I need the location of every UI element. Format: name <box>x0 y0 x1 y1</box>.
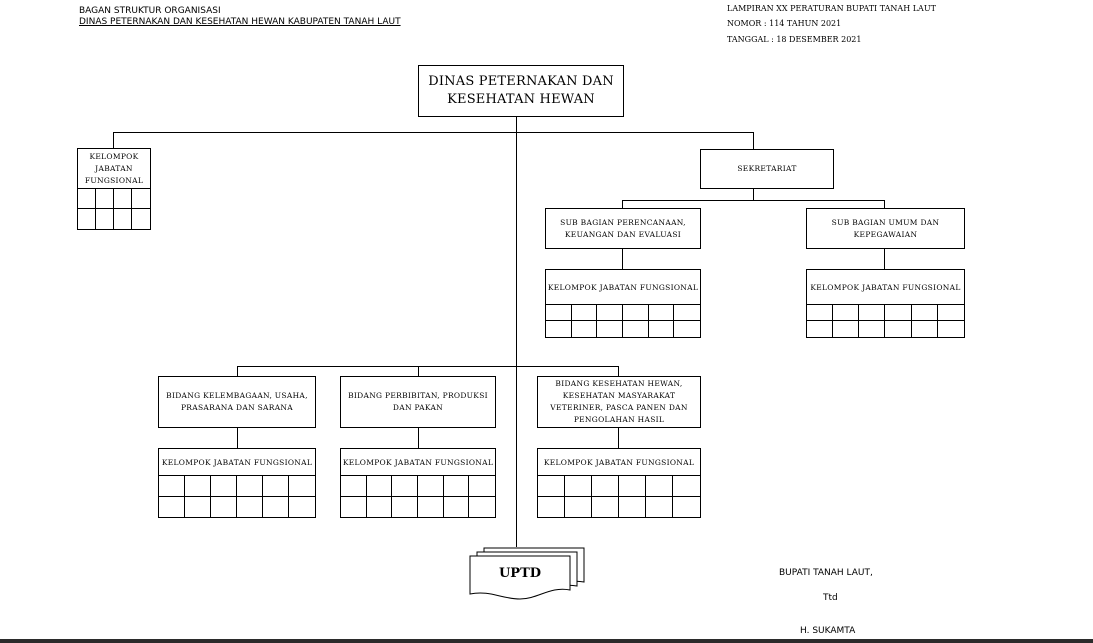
uptd-label: UPTD <box>498 566 542 581</box>
kjf-cell <box>597 305 623 321</box>
kjf-subbag-perencanaan-grid <box>545 269 701 338</box>
header-subtitle: DINAS PETERNAKAN DAN KESEHATAN HEWAN KABUPATEN TANAH LAUT <box>79 17 401 27</box>
kjf-cell <box>859 305 885 321</box>
bidang-kelembagaan-box <box>158 376 316 428</box>
kjf-cell <box>565 497 592 518</box>
kjf-cell <box>114 209 132 229</box>
subbag-umum-label: SUB BAGIAN UMUM DAN KEPEGAWAIAN <box>831 217 940 239</box>
kjf-cell <box>546 321 572 337</box>
signature-title: BUPATI TANAH LAUT, <box>779 568 873 578</box>
signature-ttd: Ttd <box>823 593 838 603</box>
subbag-perencanaan-label: SUB BAGIAN PERENCANAAN, KEUANGAN DAN EVALUASI <box>560 217 686 239</box>
kjf-label: KELOMPOK JABATAN FUNGSIONAL <box>159 449 315 476</box>
kjf-cell <box>392 476 418 497</box>
kjf-left-grid <box>77 148 151 230</box>
connector-bidang-3 <box>618 366 619 376</box>
kjf-cell <box>649 321 675 337</box>
subbag-umum-box <box>806 208 965 249</box>
connector-bidang-3-kjf <box>618 428 619 448</box>
connector-bidang-2 <box>418 366 419 376</box>
kjf-cell <box>572 305 598 321</box>
kjf-cell <box>649 305 675 321</box>
kjf-cell <box>392 497 418 518</box>
kjf-cell <box>341 497 367 518</box>
kjf-cell <box>885 305 911 321</box>
kjf-cell <box>469 476 495 497</box>
header-title: BAGAN STRUKTUR ORGANISASI <box>79 6 221 16</box>
kjf-cell <box>237 476 263 497</box>
kjf-cell <box>565 476 592 497</box>
sekretariat-box <box>700 149 834 189</box>
head-label: DINAS PETERNAKAN DAN KESEHATAN HEWAN <box>428 74 614 107</box>
kjf-cell <box>807 305 833 321</box>
uptd-box <box>468 546 588 602</box>
kjf-cell <box>418 476 444 497</box>
kjf-cell <box>78 189 96 209</box>
kjf-cell <box>185 497 211 518</box>
kjf-cell <box>912 305 938 321</box>
kjf-cell <box>885 321 911 337</box>
kjf-cell <box>289 497 315 518</box>
nomor-label: NOMOR : 114 TAHUN 2021 <box>727 19 842 28</box>
kjf-cell <box>444 497 470 518</box>
kjf-bidang-1-grid <box>158 448 316 518</box>
kjf-cell <box>833 321 859 337</box>
kjf-cell <box>211 497 237 518</box>
kjf-cell <box>674 321 700 337</box>
connector-bidang-1-kjf <box>237 428 238 448</box>
bidang-kelembagaan-label: BIDANG KELEMBAGAAN, USAHA, PRASARANA DAN SARANA <box>166 391 308 412</box>
kjf-cell <box>341 476 367 497</box>
kjf-cell <box>367 497 393 518</box>
bidang-perbibitan-label: BIDANG PERBIBITAN, PRODUKSI DAN PAKAN <box>348 391 488 412</box>
kjf-cell <box>646 497 673 518</box>
kjf-cell <box>78 209 96 229</box>
connector-top-horizontal <box>113 132 753 133</box>
connector-bidang-1 <box>237 366 238 376</box>
kjf-cell <box>673 476 700 497</box>
kjf-bidang-2-grid <box>340 448 496 518</box>
kjf-cell <box>673 497 700 518</box>
kjf-left-label: KELOMPOK JABATAN FUNGSIONAL <box>78 149 150 189</box>
kjf-cell <box>538 476 565 497</box>
kjf-cell <box>807 321 833 337</box>
kjf-cell <box>289 476 315 497</box>
kjf-cell <box>159 497 185 518</box>
connector-subbag-1-kjf <box>622 249 623 269</box>
subbag-perencanaan-box <box>545 208 701 249</box>
kjf-cell <box>619 497 646 518</box>
kjf-cell <box>367 476 393 497</box>
kjf-cell <box>96 189 114 209</box>
kjf-cell <box>623 321 649 337</box>
kjf-cell <box>572 321 598 337</box>
head-box <box>418 65 624 117</box>
kjf-cell <box>132 189 150 209</box>
kjf-cell <box>263 497 289 518</box>
connector-bidang-horizontal <box>237 366 619 367</box>
connector-kjf-left <box>113 132 114 149</box>
kjf-cell <box>912 321 938 337</box>
kjf-cell <box>237 497 263 518</box>
kjf-label: KELOMPOK JABATAN FUNGSIONAL <box>546 270 700 305</box>
kjf-cell <box>211 476 237 497</box>
kjf-cell <box>646 476 673 497</box>
kjf-subbag-umum-grid <box>806 269 965 338</box>
sekretariat-label: SEKRETARIAT <box>737 164 797 173</box>
kjf-cell <box>263 476 289 497</box>
kjf-cell <box>538 497 565 518</box>
bidang-kesehatan-box <box>537 376 701 428</box>
signature-name: H. SUKAMTA <box>800 626 856 636</box>
kjf-cell <box>938 321 964 337</box>
kjf-bidang-3-grid <box>537 448 701 518</box>
connector-subbag-horizontal <box>622 200 885 201</box>
kjf-cell <box>444 476 470 497</box>
kjf-cell <box>418 497 444 518</box>
kjf-label: KELOMPOK JABATAN FUNGSIONAL <box>807 270 964 305</box>
kjf-cell <box>592 476 619 497</box>
kjf-cell <box>185 476 211 497</box>
kjf-cell <box>833 305 859 321</box>
kjf-cell <box>592 497 619 518</box>
kjf-cell <box>132 209 150 229</box>
bidang-perbibitan-box <box>340 376 496 428</box>
bottom-bar <box>0 639 1093 643</box>
kjf-cell <box>674 305 700 321</box>
kjf-cell <box>96 209 114 229</box>
kjf-cell <box>546 305 572 321</box>
lampiran-label: LAMPIRAN XX PERATURAN BUPATI TANAH LAUT <box>727 4 936 13</box>
kjf-cell <box>597 321 623 337</box>
connector-bidang-2-kjf <box>418 428 419 448</box>
tanggal-label: TANGGAL : 18 DESEMBER 2021 <box>727 35 862 44</box>
kjf-cell <box>623 305 649 321</box>
kjf-cell <box>619 476 646 497</box>
kjf-cell <box>114 189 132 209</box>
kjf-cell <box>469 497 495 518</box>
connector-subbag-2-kjf <box>884 249 885 269</box>
kjf-cell <box>159 476 185 497</box>
kjf-label: KELOMPOK JABATAN FUNGSIONAL <box>538 449 700 476</box>
bidang-kesehatan-label: BIDANG KESEHATAN HEWAN, KESEHATAN MASYARAKAT VETERINER, PASCA PANEN DAN PENGOLAHAN HASIL <box>550 379 688 424</box>
connector-sekretariat <box>753 132 754 149</box>
connector-main-vertical <box>516 117 517 547</box>
kjf-label: KELOMPOK JABATAN FUNGSIONAL <box>341 449 495 476</box>
kjf-cell <box>859 321 885 337</box>
kjf-cell <box>938 305 964 321</box>
